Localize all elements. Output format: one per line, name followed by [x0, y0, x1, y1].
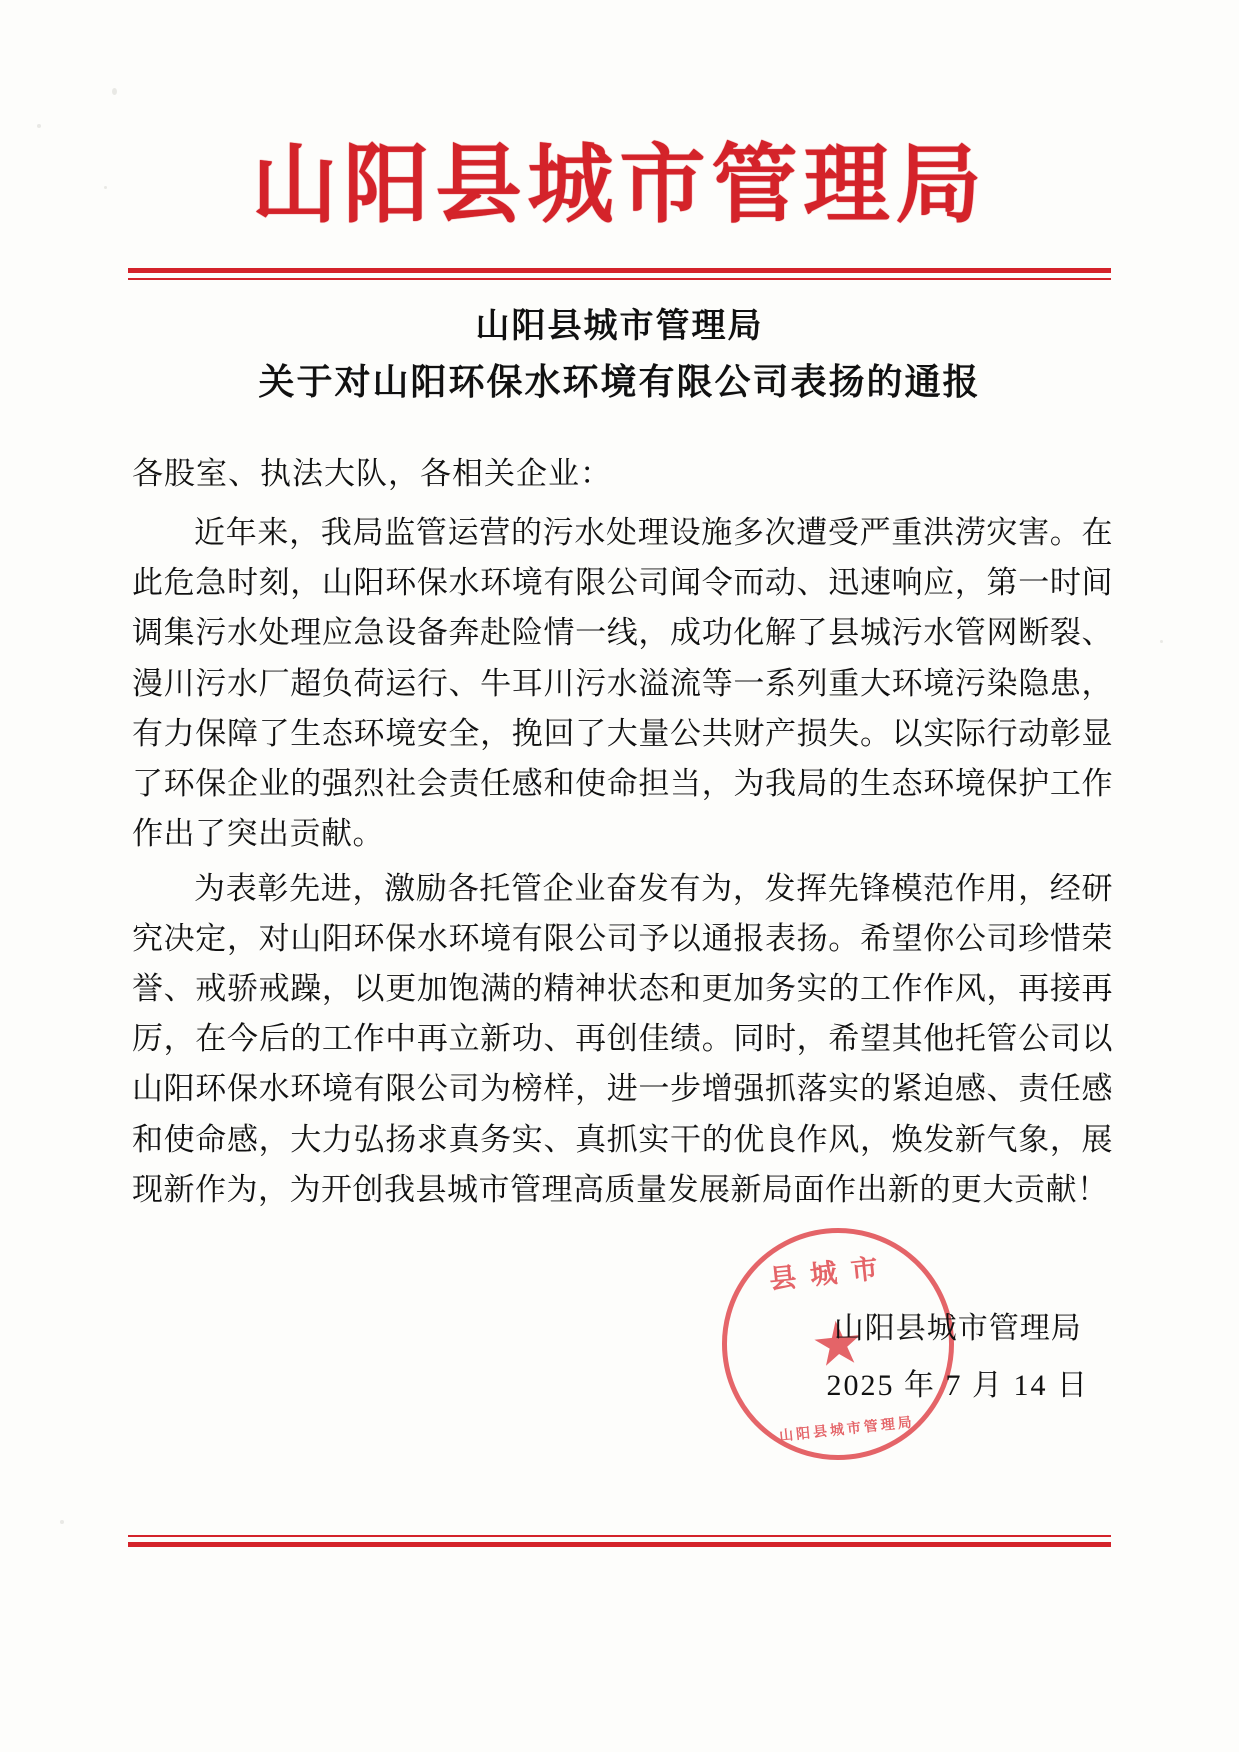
masthead-title: 山阳县城市管理局 [251, 137, 988, 233]
seal-top-text: 县城市 [767, 1252, 894, 1295]
document-title [130, 300, 1109, 412]
paper-speck [1160, 640, 1163, 643]
footer-rules [128, 1535, 1111, 1552]
salutation: 各股室、执法大队，各相关企业： [132, 456, 612, 491]
footer-rule-thin [128, 1535, 1111, 1537]
paper-speck [37, 124, 41, 128]
signature-date: 2025 年 7 月 14 日 [826, 1369, 1089, 1402]
header-rule-thick [128, 268, 1111, 273]
header-rules [128, 268, 1111, 280]
document-title-line-1: 山阳县城市管理局 [475, 308, 764, 345]
document-title-line-2: 关于对山阳环保水环境有限公司表扬的通报 [258, 362, 981, 403]
paper-speck [60, 1520, 64, 1524]
seal-bottom-text: 山阳县城市管理局 [778, 1415, 916, 1445]
body-paragraph: 为表彰先进，激励各托管企业奋发有为，发挥先锋模范作用，经研究决定，对山阳环保水环境有限公司予以通报表扬。希望你公司珍惜荣誉、戒骄戒躁，以更加饱满的精神状态和更加务实的工作作风，再接再厉，在今后的工作中再立新功、再创佳绩。同时，希望其他托管公司以山阳环保水环境有限公司为榜样，进一步增强抓落实的紧迫感、责任感和使命感，大力弘扬求真务实、真抓实干的优良作风，焕发新气象，展现新作为，为开创我县城市管理高质量发展新局面作出新的更大贡献！ [132, 870, 1113, 1207]
masthead [0, 137, 1239, 233]
signature-block [827, 1300, 1090, 1414]
seal-star-glyph: ★ [807, 1308, 869, 1380]
paper-speck [112, 88, 117, 95]
signature-organization: 山阳县城市管理局 [833, 1312, 1082, 1345]
header-rule-thin [128, 278, 1111, 280]
footer-rule-thick [128, 1542, 1111, 1547]
document-body [132, 450, 1113, 1219]
body-paragraph: 近年来，我局监管运营的污水处理设施多次遭受严重洪涝灾害。在此危急时刻，山阳环保水环境有限公司闻令而动、迅速响应，第一时间调集污水处理应急设备奔赴险情一线，成功化解了县城污水管网断裂、漫川污水厂超负荷运行、牛耳川污水溢流等一系列重大环境污染隐患，有力保障了生态环境安全，挽回了大量公共财产损失。以实际行动彰显了环保企业的强烈社会责任感和使命担当，为我局的生态环境保护工作作出了突出贡献。 [132, 515, 1113, 852]
